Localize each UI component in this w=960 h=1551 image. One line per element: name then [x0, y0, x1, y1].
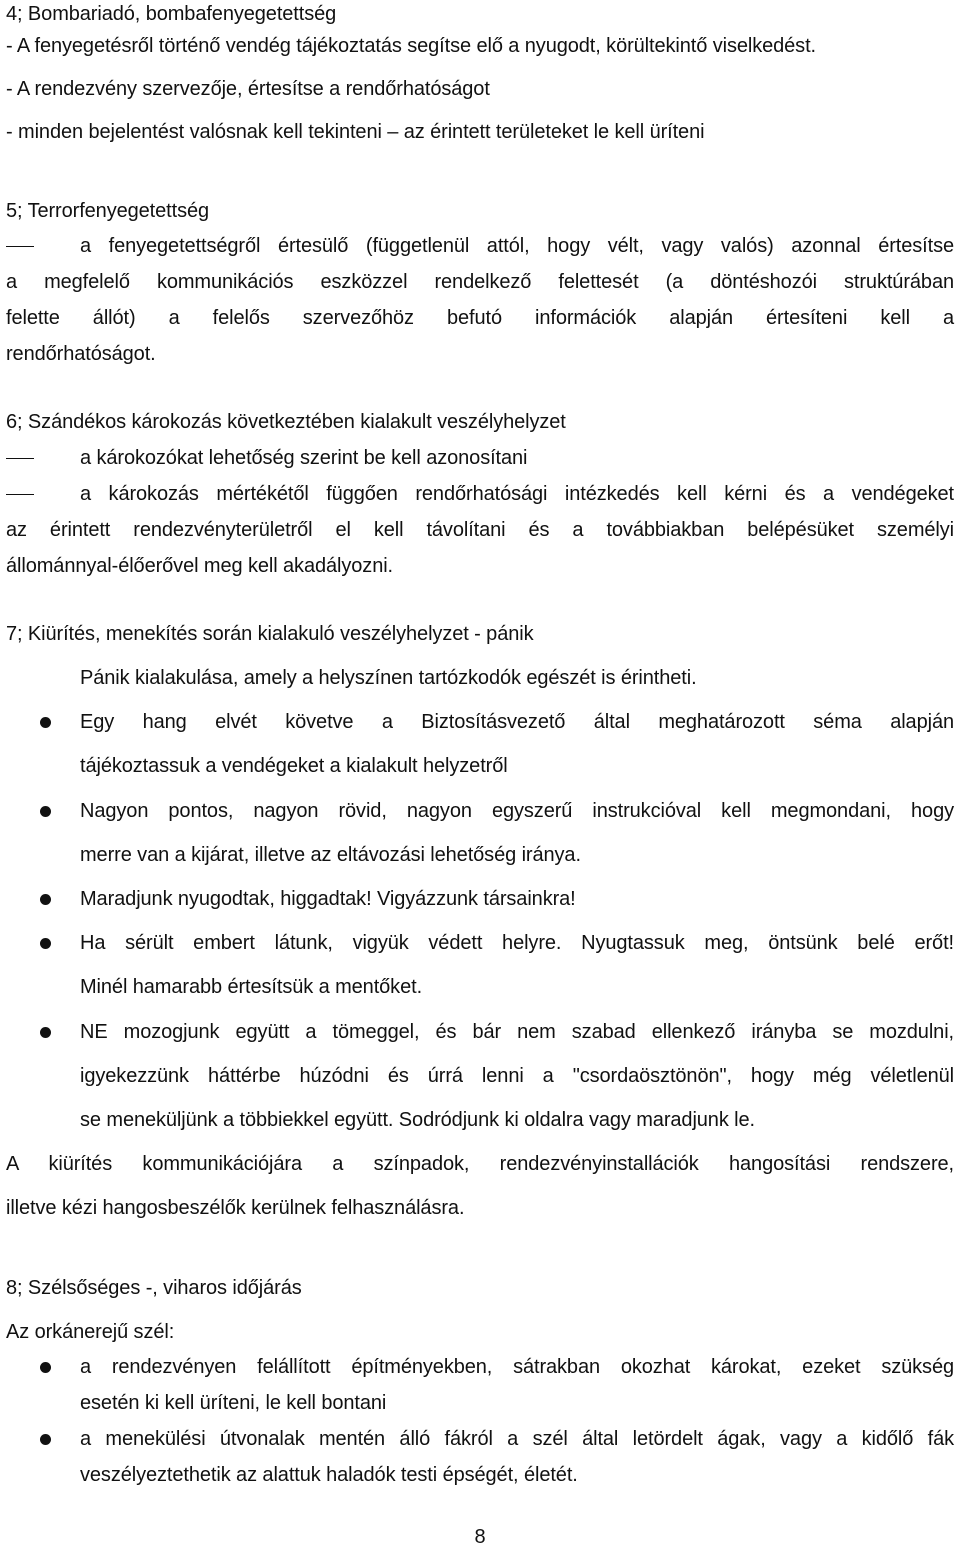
bullet-dot-icon	[40, 1027, 51, 1038]
section-5-line-4: rendőrhatóságot.	[6, 343, 156, 365]
section-6-line-4: állománnyal-élőerővel meg kell akadályozni.	[6, 555, 394, 577]
bullet-dot-icon	[40, 717, 51, 728]
section-5-heading: 5; Terrorfenyegetettség	[6, 200, 210, 222]
section-7-bullet-5-line-2: igyekezzünk háttérbe húzódni és úrrá lenni a "csordaösztönön", hogy még véletlenül	[80, 1065, 954, 1087]
page-number: 8	[474, 1526, 486, 1548]
section-8-subheading: Az orkánerejű szél:	[6, 1321, 175, 1343]
section-7-bullet-4-line-1: Ha sérült embert látunk, vigyük védett helyre. Nyugtassuk meg, öntsünk belé erőt!	[80, 932, 954, 954]
section-6-heading: 6; Szándékos károkozás következtében kialakult veszélyhelyzet	[6, 411, 566, 433]
section-7-bullet-4-line-2: Minél hamarabb értesítsük a mentőket.	[80, 976, 423, 998]
section-8-bullet-2-line-1: a menekülési útvonalak mentén álló fákról a szél által letördelt ágak, vagy a kidőlő fák	[80, 1428, 954, 1450]
section-7-bullet-1-line-2: tájékoztassuk a vendégeket a kialakult helyzetről	[80, 755, 508, 777]
bullet-dot-icon	[40, 894, 51, 905]
section-8-heading: 8; Szélsőséges -, viharos időjárás	[6, 1277, 302, 1299]
section-7-bullet-5-line-1: NE mozogjunk együtt a tömeggel, és bár nem szabad ellenkező irányba se mozdulni,	[80, 1021, 954, 1043]
section-7-bullet-5-line-3: se meneküljünk a többiekkel együtt. Sodródjunk ki oldalra vagy maradjunk le.	[80, 1109, 756, 1131]
section-7-closing-line-1: A kiürítés kommunikációjára a színpadok, rendezvényinstallációk hangosítási rendszere,	[6, 1153, 954, 1175]
dash-bullet-icon	[6, 246, 34, 247]
bullet-dot-icon	[40, 1362, 51, 1373]
section-6-line-1: a károkozókat lehetőség szerint be kell azonosítani	[80, 447, 528, 469]
section-7-closing-line-2: illetve kézi hangosbeszélők kerülnek felhasználásra.	[6, 1197, 465, 1219]
section-8-bullet-1-line-2: esetén ki kell üríteni, le kell bontani	[80, 1392, 387, 1414]
section-6-line-3: az érintett rendezvényterületről el kell távolítani és a továbbiakban belépésüket személyi	[6, 519, 954, 541]
section-4-line-2: - A rendezvény szervezője, értesítse a rendőrhatóságot	[6, 78, 490, 100]
section-8-bullet-1-line-1: a rendezvényen felállított építményekben, sátrakban okozhat károkat, ezeket szükség	[80, 1356, 954, 1378]
bullet-dot-icon	[40, 938, 51, 949]
section-5-line-3: felette állót) a felelős szervezőhöz befutó információk alapján értesíteni kell a	[6, 307, 954, 329]
section-5-line-1: a fenyegetettségről értesülő (függetlenül attól, hogy vélt, vagy valós) azonnal értesítse	[80, 235, 954, 257]
section-7-bullet-2-line-2: merre van a kijárat, illetve az eltávozási lehetőség iránya.	[80, 844, 581, 866]
section-7-heading: 7; Kiürítés, menekítés során kialakuló veszélyhelyzet - pánik	[6, 623, 534, 645]
section-5-line-2: a megfelelő kommunikációs eszközzel rendelkező felettesét (a döntéshozói struktúrában	[6, 271, 954, 293]
dash-bullet-icon	[6, 494, 34, 495]
bullet-dot-icon	[40, 806, 51, 817]
section-7-bullet-2-line-1: Nagyon pontos, nagyon rövid, nagyon egyszerű instrukcióval kell megmondani, hogy	[80, 800, 954, 822]
section-7-intro: Pánik kialakulása, amely a helyszínen tartózkodók egészét is érintheti.	[80, 667, 697, 689]
section-8-bullet-2-line-2: veszélyeztethetik az alattuk haladók testi épségét, életét.	[80, 1464, 578, 1486]
dash-bullet-icon	[6, 458, 34, 459]
section-7-bullet-1-line-1: Egy hang elvét követve a Biztosításvezető által meghatározott séma alapján	[80, 711, 954, 733]
section-6-line-2: a károkozás mértékétől függően rendőrhatósági intézkedés kell kérni és a vendégeket	[80, 483, 954, 505]
section-4-line-1: - A fenyegetésről történő vendég tájékoztatás segítse elő a nyugodt, körültekintő viselkedést.	[6, 35, 816, 57]
section-4-line-3: - minden bejelentést valósnak kell tekinteni – az érintett területeket le kell üríteni	[6, 121, 705, 143]
bullet-dot-icon	[40, 1434, 51, 1445]
section-7-bullet-3-line-1: Maradjunk nyugodtak, higgadtak! Vigyázzunk társainkra!	[80, 888, 576, 910]
section-4-heading: 4; Bombariadó, bombafenyegetettség	[6, 3, 337, 25]
